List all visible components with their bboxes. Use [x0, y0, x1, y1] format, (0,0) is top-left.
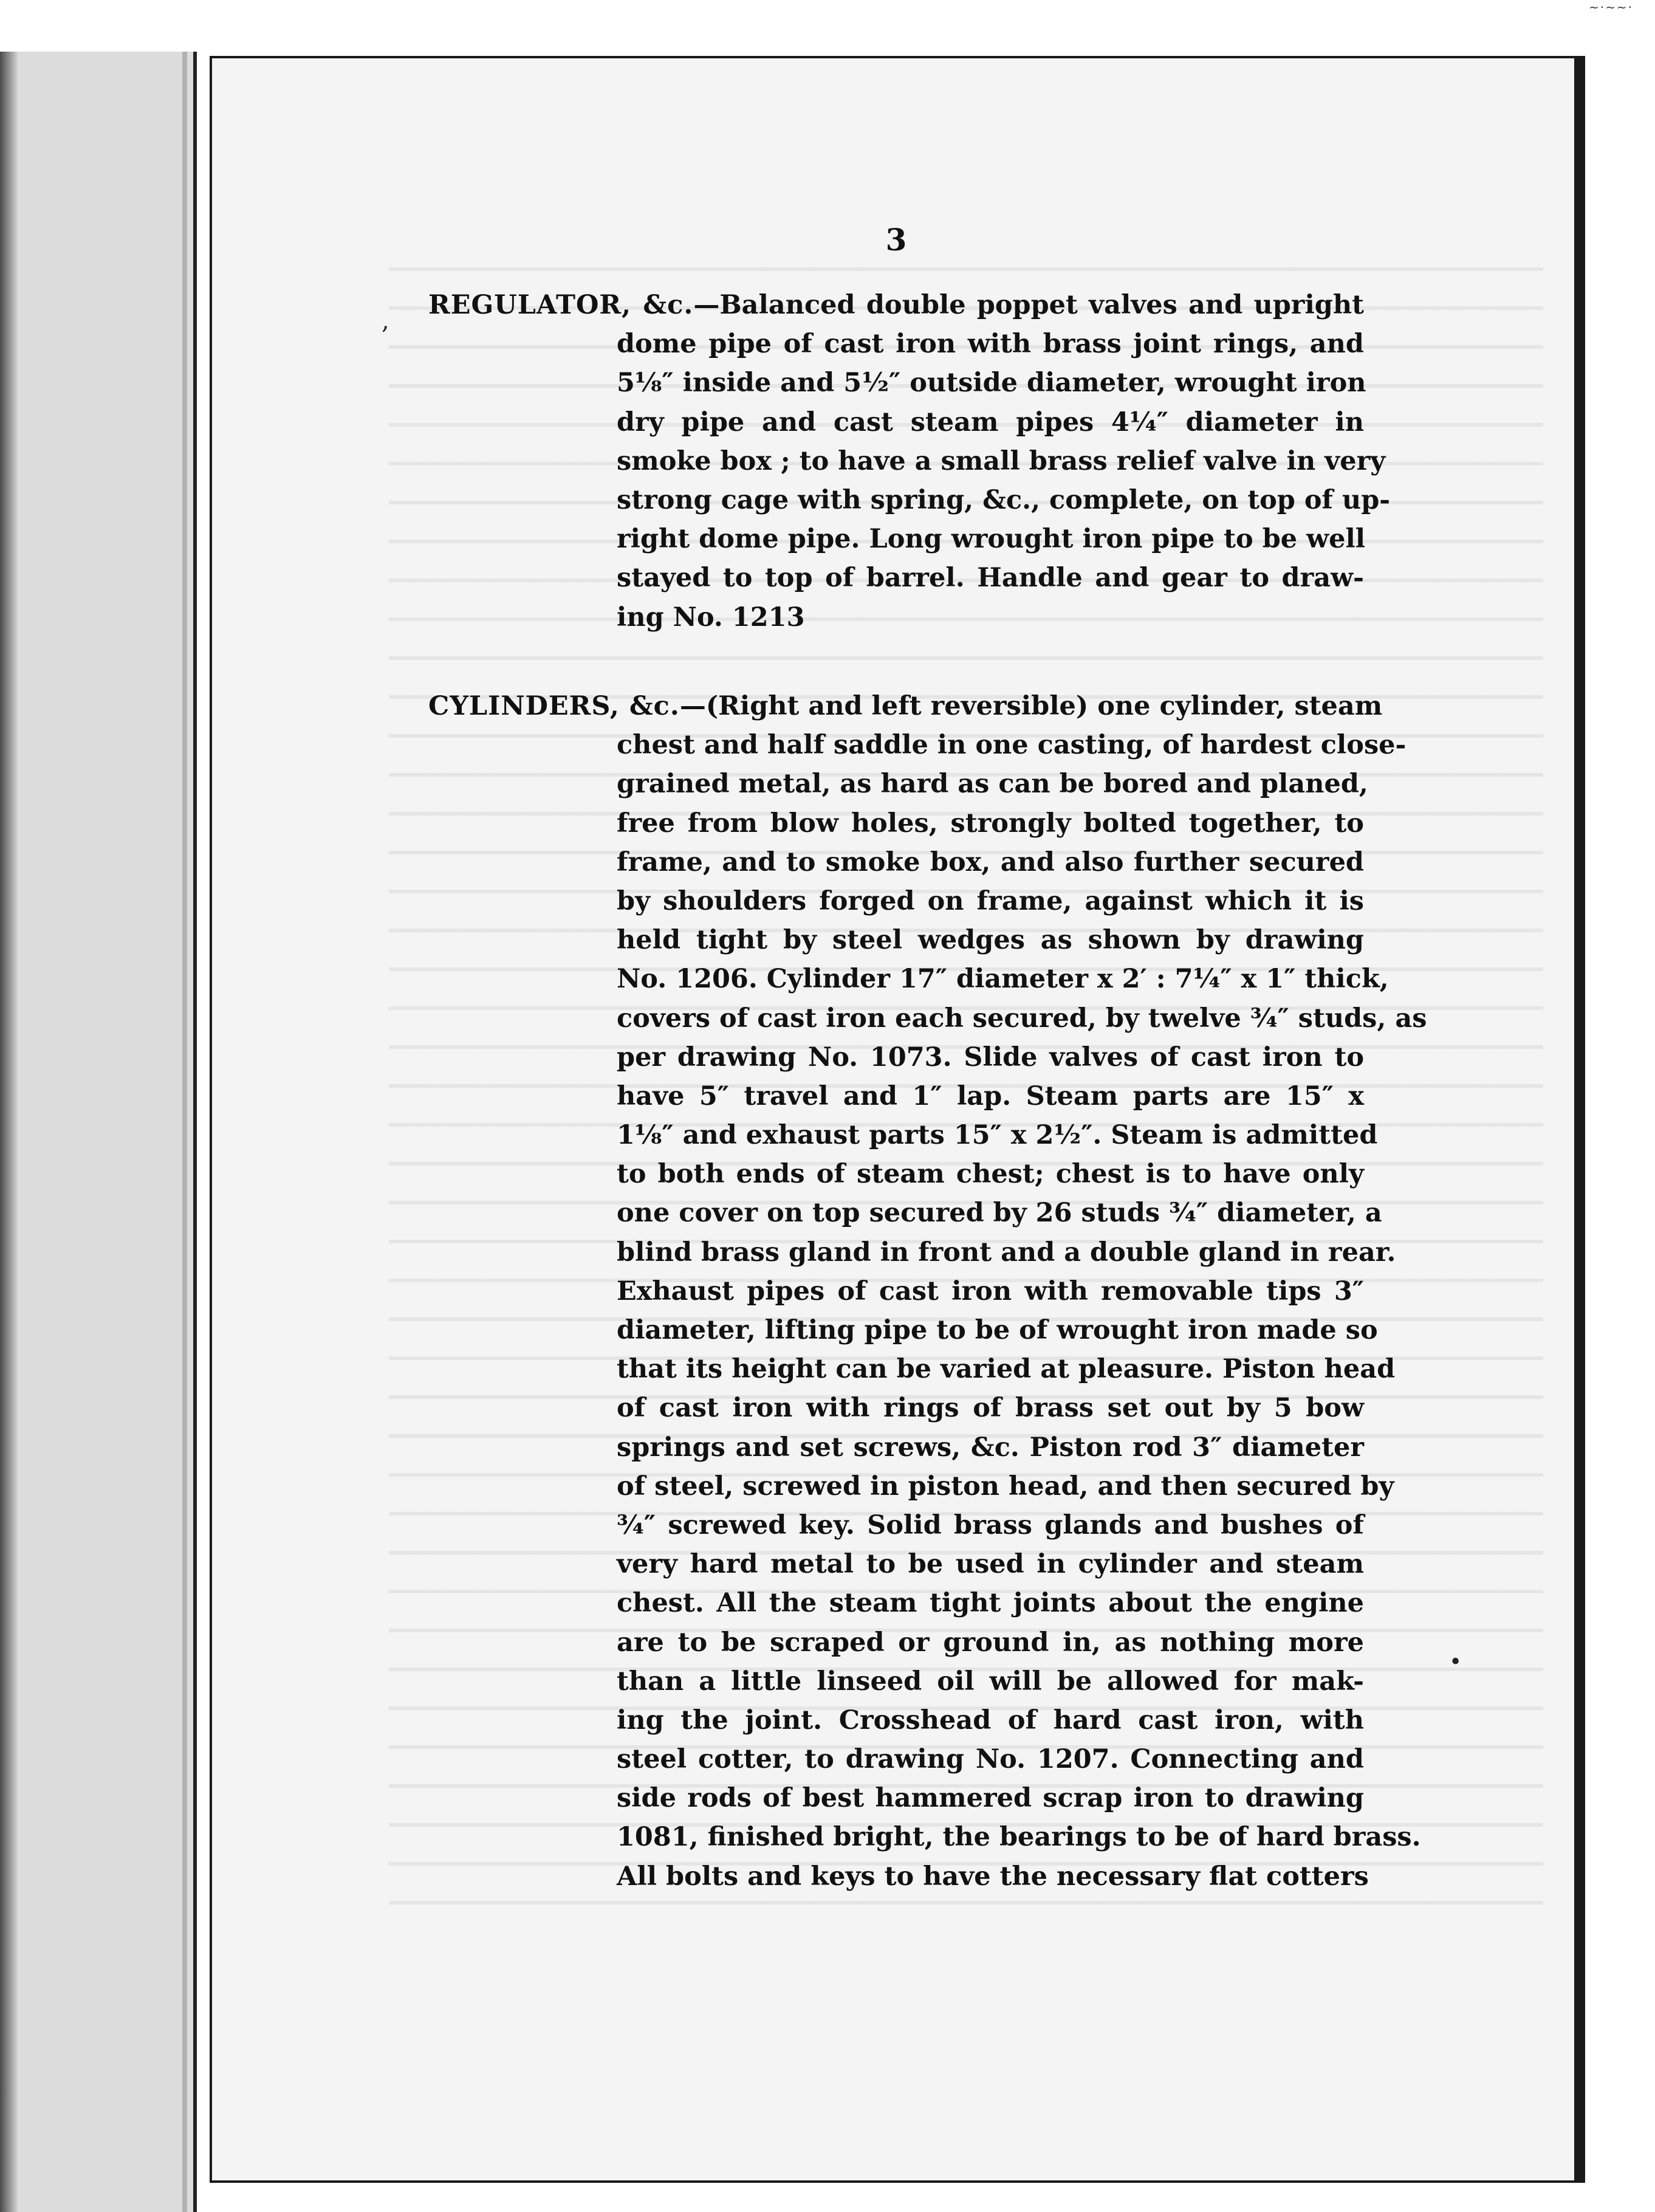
- cylinders-line: frame, and to smoke box, and also further secured: [617, 847, 1364, 878]
- regulator-line: smoke box ; to have a small brass relief valve in very: [617, 445, 1386, 476]
- cylinders-line: by shoulders forged on frame, against which it is: [617, 885, 1364, 916]
- cylinders-line: ing the joint. Crosshead of hard cast iron, with: [617, 1705, 1364, 1736]
- regulator-line: ing No. 1213: [617, 602, 805, 633]
- cylinders-line: of steel, screwed in piston head, and then secured by: [617, 1471, 1394, 1502]
- cylinders-line: grained metal, as hard as can be bored and planed,: [617, 769, 1368, 800]
- cylinders-line: of cast iron with rings of brass set out by 5 bow: [617, 1393, 1364, 1424]
- regulator-line: 5⅛″ inside and 5½″ outside diameter, wrought iron: [617, 368, 1366, 399]
- cylinders-line: covers of cast iron each secured, by twelve ¾″ studs, as: [617, 1003, 1427, 1034]
- scan-corner-mark: ~·~~·: [1589, 0, 1633, 15]
- cylinders-line: chest and half saddle in one casting, of hardest close-: [617, 730, 1407, 761]
- page-number: 3: [885, 222, 907, 258]
- cylinders-line: No. 1206. Cylinder 17″ diameter x 2′ : 7¼″ x 1″ thick,: [617, 964, 1389, 995]
- cylinders-line: blind brass gland in front and a double gland in rear.: [617, 1237, 1396, 1268]
- facing-page-edge: [0, 52, 197, 2212]
- book-spine-shadow: [0, 52, 18, 2212]
- cylinders-text: —(Right and left reversible) one cylinder, steam: [679, 691, 1383, 721]
- cylinders-line: per drawing No. 1073. Slide valves of cast iron to: [617, 1042, 1364, 1073]
- cylinders-line: side rods of best hammered scrap iron to drawing: [617, 1783, 1364, 1814]
- cylinders-line: have 5″ travel and 1″ lap. Steam parts are 15″ x: [617, 1080, 1364, 1111]
- cylinders-heading: CYLINDERS, &c.: [428, 691, 680, 721]
- stray-comma-mark: ,: [382, 307, 389, 335]
- page-edge: [1577, 56, 1585, 2183]
- cylinders-line: chest. All the steam tight joints about the engine: [617, 1588, 1364, 1619]
- regulator-line: strong cage with spring, &c., complete, on top of up-: [617, 484, 1391, 515]
- cylinders-line: free from blow holes, strongly bolted together, to: [617, 808, 1364, 839]
- regulator-line: right dome pipe. Long wrought iron pipe to be well: [617, 524, 1366, 555]
- cylinders-line: very hard metal to be used in cylinder and steam: [617, 1549, 1364, 1580]
- cylinders-line: that its height can be varied at pleasure. Piston head: [617, 1354, 1396, 1385]
- cylinders-line: 1081, finished bright, the bearings to be of hard brass.: [617, 1822, 1421, 1853]
- cylinders-line: Exhaust pipes of cast iron with removable tips 3″: [617, 1276, 1364, 1307]
- regulator-line: dry pipe and cast steam pipes 4¼″ diameter in: [617, 407, 1364, 438]
- regulator-line: stayed to top of barrel. Handle and gear to draw-: [617, 563, 1364, 594]
- cylinders-line: held tight by steel wedges as shown by drawing: [617, 925, 1364, 956]
- cylinders-line: diameter, lifting pipe to be of wrought iron made so: [617, 1315, 1378, 1345]
- cylinders-line: ¾″ screwed key. Solid brass glands and bushes of: [617, 1510, 1364, 1540]
- cylinders-line: 1⅛″ and exhaust parts 15″ x 2½″. Steam is admitted: [617, 1120, 1378, 1151]
- regulator-text: —Balanced double poppet valves and upright: [693, 290, 1364, 320]
- cylinders-line: steel cotter, to drawing No. 1207. Connecting and: [617, 1744, 1364, 1775]
- regulator-heading: REGULATOR, &c.: [428, 290, 694, 320]
- cylinders-line: springs and set screws, &c. Piston rod 3″ diameter: [617, 1432, 1364, 1463]
- regulator-line-1: [428, 286, 1364, 325]
- cylinders-section: [428, 687, 1427, 1896]
- cylinders-line: are to be scraped or ground in, as nothing more: [617, 1627, 1364, 1658]
- cylinders-line: than a little linseed oil will be allowed for mak-: [617, 1666, 1364, 1697]
- stray-dot-mark: •: [1449, 1650, 1462, 1675]
- regulator-line: dome pipe of cast iron with brass joint rings, and: [617, 329, 1364, 360]
- cylinders-line: All bolts and keys to have the necessary flat cotters: [617, 1861, 1369, 1892]
- gutter-fold: [182, 52, 187, 2212]
- cylinders-line: one cover on top secured by 26 studs ¾″ diameter, a: [617, 1198, 1382, 1229]
- cylinders-line-1: [428, 687, 1383, 726]
- cylinders-line: to both ends of steam chest; chest is to have only: [617, 1159, 1364, 1190]
- regulator-section: [428, 286, 1391, 637]
